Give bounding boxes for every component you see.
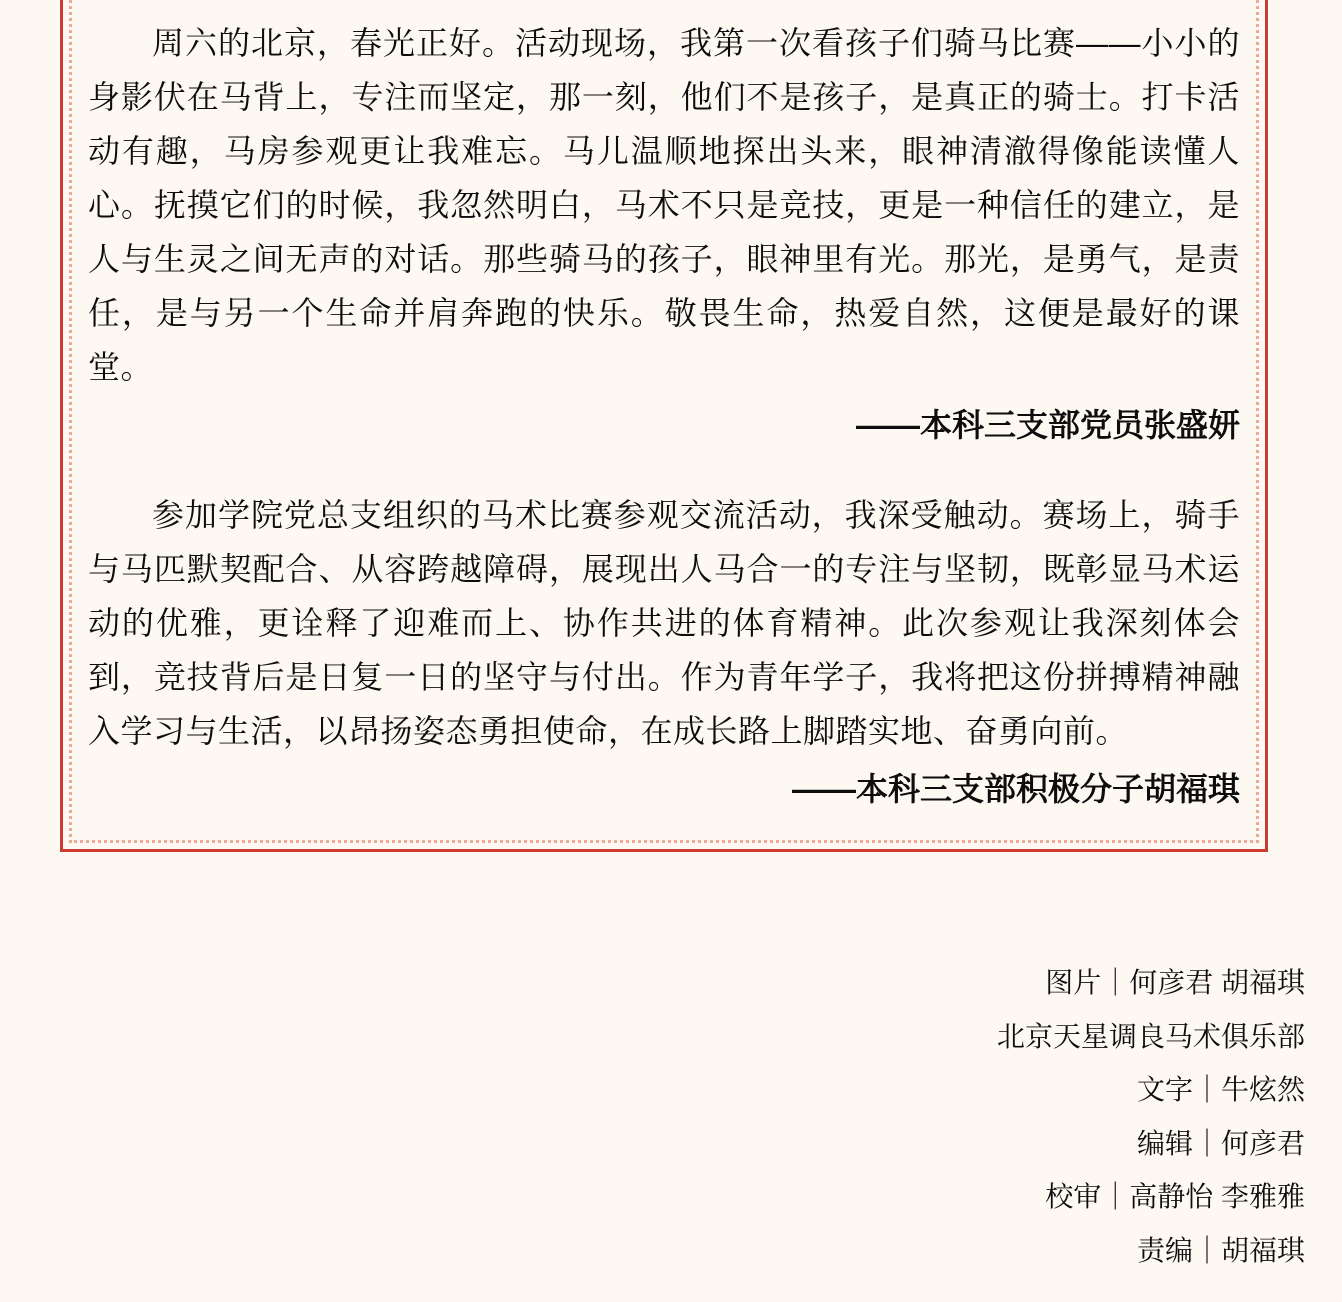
credits-block [997,956,1305,1277]
testimonial-paragraph-1: 周六的北京，春光正好。活动现场，我第一次看孩子们骑马比赛——小小的身影伏在马背上，专注而坚定，那一刻，他们不是孩子，是真正的骑士。打卡活动有趣，马房参观更让我难忘。马儿温顺地探出头来，眼神清澈得像能读懂人心。抚摸它们的时候，我忽然明白，马术不只是竞技，更是一种信任的建立，是人与生灵之间无声的对话。那些骑马的孩子，眼神里有光。那光，是勇气，是责任，是与另一个生命并肩奔跑的快乐。敬畏生命，热爱自然，这便是最好的课堂。 [88,25,1240,385]
credit-line-proofread: 校审｜高静怡 李雅雅 [1045,1181,1305,1212]
testimonial-box-inner [69,0,1259,843]
testimonial-attribution-2: ——本科三支部积极分子胡福琪 [791,771,1240,807]
credit-line-photos: 图片｜何彦君 胡福琪 [1045,967,1305,998]
credit-line-text: 文字｜牛炫然 [1136,1074,1305,1105]
testimonial-box [60,0,1268,852]
credit-line-club: 北京天星调良马术俱乐部 [996,1020,1305,1052]
credit-line-chief-editor: 责编｜胡福琪 [1136,1234,1305,1266]
credit-line-editor: 编辑｜何彦君 [1136,1127,1305,1159]
testimonial-attribution-1: ——本科三支部党员张盛妍 [855,407,1240,443]
testimonial-paragraph-2: 参加学院党总支组织的马术比赛参观交流活动，我深受触动。赛场上，骑手与马匹默契配合、从容跨越障碍，展现出人马合一的专注与坚韧，既彰显马术运动的优雅，更诠释了迎难而上、协作共进的体育精神。此次参观让我深刻体会到，竞技背后是日复一日的坚守与付出。作为青年学子，我将把这份拼搏精神融入学习与生活，以昂扬姿态勇担使命，在成长路上脚踏实地、奋勇向前。 [88,497,1240,749]
